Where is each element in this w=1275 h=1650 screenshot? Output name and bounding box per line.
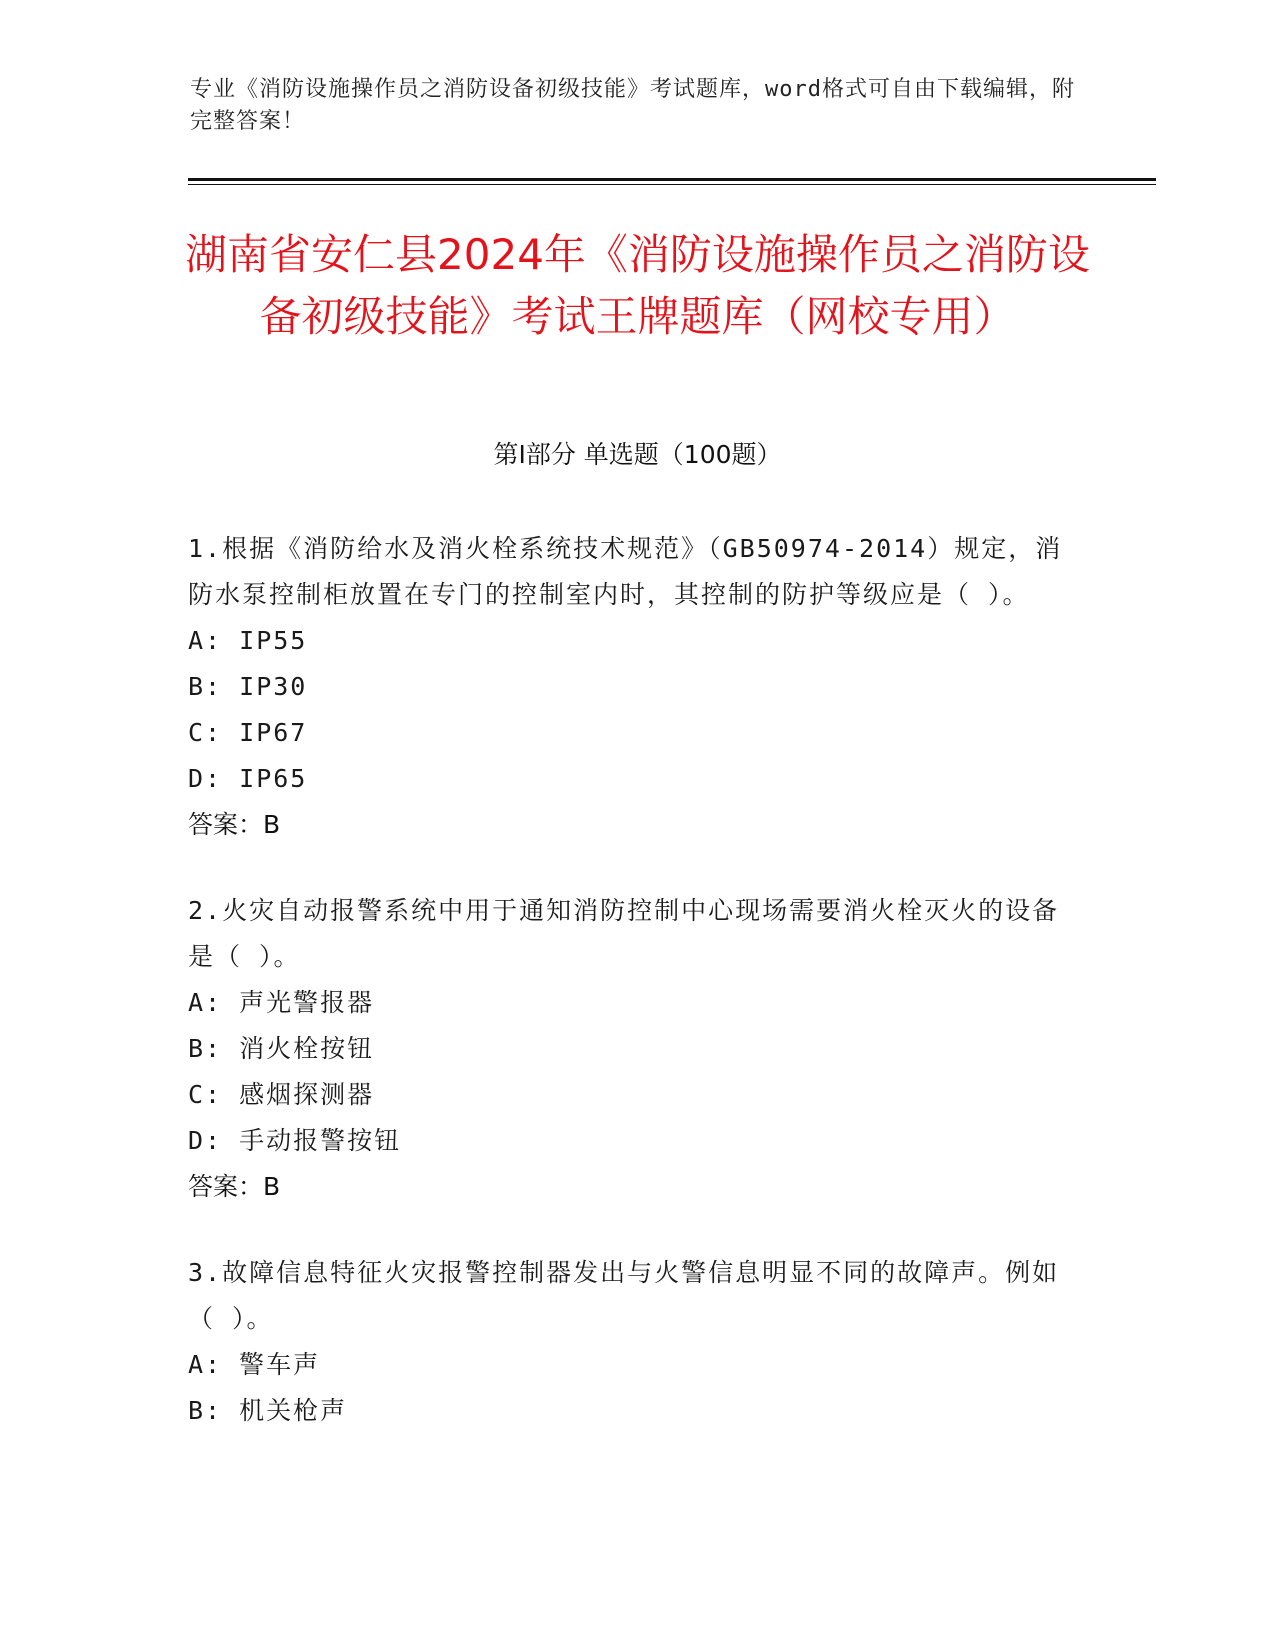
option-a: A: 声光警报器 bbox=[188, 988, 375, 1017]
header-note: 专业《消防设施操作员之消防设备初级技能》考试题库，word格式可自由下载编辑，附完整答案！ bbox=[190, 77, 1075, 134]
option-d: D: 手动报警按钮 bbox=[188, 1126, 402, 1155]
option-a: A: IP55 bbox=[188, 626, 308, 655]
option-a: A: 警车声 bbox=[188, 1350, 321, 1379]
answer-line: 答案：B bbox=[188, 1172, 281, 1201]
question-stem: 1.根据《消防给水及消火栓系统技术规范》（GB50974-2014）规定，消防水泵控制柜放置在专门的控制室内时，其控制的防护等级应是（ ）。 bbox=[188, 534, 1063, 609]
header-divider-thin bbox=[188, 184, 1156, 185]
question-1 bbox=[188, 526, 1068, 848]
option-c: C: 感烟探测器 bbox=[188, 1080, 375, 1109]
option-b: B: 消火栓按钮 bbox=[188, 1034, 375, 1063]
document-title: 湖南省安仁县2024年《消防设施操作员之消防设备初级技能》考试王牌题库（网校专用） bbox=[185, 230, 1090, 341]
option-b: B: 机关枪声 bbox=[188, 1396, 348, 1425]
question-3 bbox=[188, 1250, 1068, 1434]
header-divider-thick bbox=[188, 178, 1156, 181]
option-d: D: IP65 bbox=[188, 764, 308, 793]
option-c: C: IP67 bbox=[188, 718, 308, 747]
answer-line: 答案：B bbox=[188, 810, 281, 839]
question-stem: 3.故障信息特征火灾报警控制器发出与火警信息明显不同的故障声。例如（ ）。 bbox=[188, 1258, 1060, 1333]
question-list bbox=[188, 526, 1068, 1474]
section-title: 第Ⅰ部分 单选题（100题） bbox=[493, 440, 782, 469]
option-b: B: IP30 bbox=[188, 672, 308, 701]
question-stem: 2.火灾自动报警系统中用于通知消防控制中心现场需要消火栓灭火的设备是（ ）。 bbox=[188, 896, 1060, 971]
question-2 bbox=[188, 888, 1068, 1210]
